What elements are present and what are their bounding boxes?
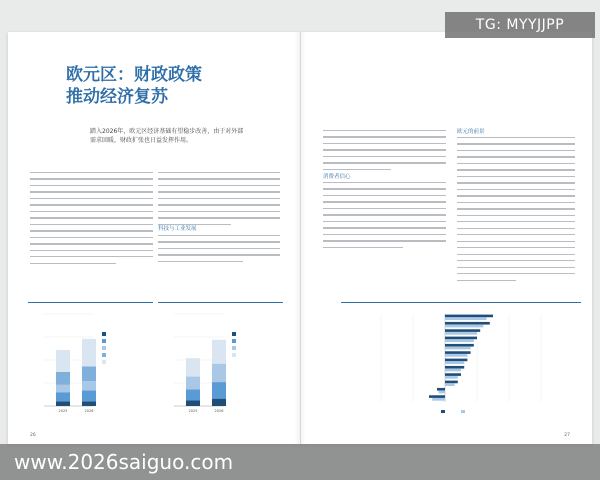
chart-2-bar-segment (212, 340, 226, 364)
chart-3-bar (445, 315, 493, 318)
chart-3-bar (445, 369, 461, 372)
chart-2-legend-swatch (232, 353, 236, 357)
chart-1-legend-swatch (102, 332, 106, 336)
chart-3-bar (445, 354, 467, 357)
body-text-col-2 (158, 172, 280, 230)
page-number-left: 26 (30, 433, 36, 438)
chart-3-bar (437, 388, 445, 391)
chart-1-bar-segment (56, 372, 70, 385)
chart-1-legend-swatch (102, 353, 106, 357)
chart-2-rule (158, 302, 283, 303)
chart-1-legend-swatch (102, 339, 106, 343)
chart-1-bar-segment (56, 350, 70, 372)
chart-2-x-tick-label: 2025 (188, 409, 198, 413)
chart-3-bar (445, 317, 487, 320)
chart-1 (28, 302, 153, 422)
chart-2-bar-segment (212, 399, 226, 406)
chart-2-svg (158, 306, 283, 422)
chart-3-bar (445, 322, 490, 325)
body-text-col-4 (457, 137, 575, 286)
chart-2-legend-swatch (232, 339, 236, 343)
chart-1-bar-segment (56, 401, 70, 406)
chart-2-bar-segment (186, 377, 200, 390)
chart-3-bar (445, 376, 458, 379)
chart-3-bar (439, 391, 445, 394)
chart-1-legend-swatch (102, 360, 106, 364)
magazine-spread (8, 32, 592, 444)
chart-3-bar (445, 351, 471, 354)
page-title (66, 64, 202, 108)
chart-2-legend-swatch (232, 332, 236, 336)
title-line-2: 推动经济复苏 (66, 87, 168, 107)
chart-3-bar (432, 398, 445, 401)
chart-3-bar (445, 339, 474, 342)
chart-3-bar (445, 344, 474, 347)
chart-2-x-tick-label: 2026 (214, 409, 224, 413)
chart-3 (341, 302, 581, 422)
title-line-1: 欧元区：财政政策 (66, 65, 202, 85)
chart-2 (158, 302, 283, 422)
chart-3-bar (445, 361, 464, 364)
chart-2-bar-segment (186, 400, 200, 406)
watermark-bottom: www.2026saiguo.com (0, 444, 600, 480)
chart-1-bar-segment (82, 339, 96, 367)
watermark-top: TG: MYYJJPP (445, 12, 595, 38)
chart-3-bar (445, 325, 483, 328)
chart-3-bar (445, 383, 455, 386)
right-page (301, 32, 592, 444)
chart-1-bar-segment (82, 401, 96, 406)
subheading-right-2: 欧元的前景 (457, 129, 485, 135)
chart-2-legend-swatch (232, 346, 236, 350)
chart-1-x-tick-label: 2026 (84, 409, 94, 413)
chart-3-rule (341, 302, 581, 303)
body-text-col-3b (323, 182, 446, 253)
chart-3-bar (429, 395, 445, 398)
chart-1-svg (28, 306, 153, 422)
lead-line-2: 需求回暖，财政扩张也日益发挥作用。 (90, 137, 193, 144)
chart-3-bar (445, 347, 471, 350)
chart-3-bar (445, 332, 477, 335)
page-number-right: 27 (564, 433, 570, 438)
chart-1-bar-segment (56, 385, 70, 392)
subheading-right-1: 消费者信心 (323, 174, 351, 180)
chart-3-bar (445, 337, 477, 340)
lead-line-1: 踏入2026年，欧元区经济基础有望稳步改善，由于对外部 (90, 128, 244, 135)
chart-2-bar-segment (212, 364, 226, 382)
chart-3-bar (445, 329, 480, 332)
chart-3-bar (445, 381, 458, 384)
chart-3-bar (445, 359, 467, 362)
chart-1-rule (28, 302, 153, 303)
left-page (8, 32, 300, 444)
chart-3-bar (445, 366, 464, 369)
chart-1-bar-segment (82, 366, 96, 381)
lead-paragraph (90, 127, 290, 145)
chart-1-x-tick-label: 2025 (58, 409, 68, 413)
chart-1-bar-segment (82, 390, 96, 401)
chart-3-legend-swatch (461, 410, 465, 413)
chart-1-bar-segment (56, 392, 70, 401)
chart-2-bar-segment (186, 358, 200, 376)
chart-2-bar-segment (212, 382, 226, 399)
chart-3-svg (341, 306, 581, 422)
chart-3-bar (445, 373, 461, 376)
chart-3-legend-swatch (441, 410, 445, 413)
body-text-col-3 (323, 130, 446, 175)
body-text-col-2b (158, 235, 280, 267)
body-text-col-1 (30, 172, 153, 269)
chart-2-bar-segment (186, 389, 200, 400)
chart-1-bar-segment (82, 381, 96, 390)
chart-1-legend-swatch (102, 346, 106, 350)
subheading-left: 科技与工业发展 (158, 226, 197, 232)
